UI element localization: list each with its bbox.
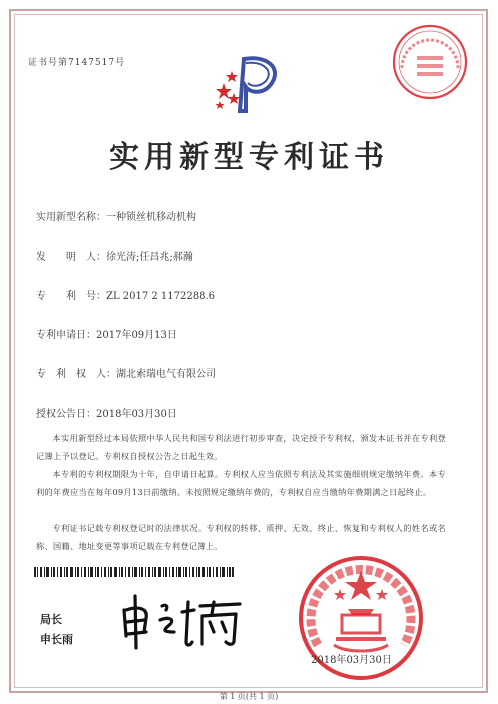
patentee-field xyxy=(36,365,216,380)
field-value: 一种锁丝机移动机构 xyxy=(106,212,196,223)
field-value: 徐光涛;任昌兆;郝瀚 xyxy=(106,252,193,263)
field-value: 2017年09月13日 xyxy=(96,330,177,341)
grant-date: 2018年03月30日 xyxy=(311,655,392,666)
document-title: 实用新型专利证书 xyxy=(109,140,389,175)
application-date-field xyxy=(36,326,177,341)
field-value: 湖北索瑞电气有限公司 xyxy=(116,369,216,380)
page-footer: 第 1 页(共 1 页) xyxy=(219,692,279,701)
patent-number-field xyxy=(36,287,215,302)
body-paragraph: 专利证书记载专利权登记时的法律状况。专利权的转移、质押、无效、终止、恢复和专利权人的姓名或名称、国籍、地址变更等事项记载在专利登记簿上。 xyxy=(36,523,446,551)
utility-model-name-field xyxy=(36,208,196,223)
barcode-icon xyxy=(34,567,234,577)
field-label: 专 利 权 人： xyxy=(36,369,116,380)
certificate-number: 证书号第7147517号 xyxy=(28,58,126,68)
director-name: 申长雨 xyxy=(40,633,73,646)
director-signature-icon xyxy=(118,592,248,650)
field-value: ZL 2017 2 1172288.6 xyxy=(106,291,216,302)
examination-center-stamp-icon xyxy=(390,22,470,102)
body-paragraph: 本实用新型经过本局依照中华人民共和国专利法进行初步审查，决定授予专利权，颁发本证书并在专利登记簿上予以登记。专利权自授权公告之日起生效。 xyxy=(36,433,446,461)
announcement-date-field xyxy=(36,405,177,420)
field-label: 发 明 人： xyxy=(36,252,106,263)
field-value: 2018年03月30日 xyxy=(96,409,177,420)
inventor-field xyxy=(36,248,193,263)
field-label: 专 利 号： xyxy=(36,291,106,302)
field-label: 实用新型名称： xyxy=(36,212,106,223)
field-label: 授权公告日： xyxy=(36,409,96,420)
field-label: 专利申请日： xyxy=(36,330,96,341)
director-title: 局长 xyxy=(40,613,62,626)
body-paragraph: 本专利的专利权期限为十年，自申请日起算。专利权人应当依照专利法及其实施细则规定缴纳年费。本专利的年费应当在每年09月13日前缴纳。未按照规定缴纳年费的，专利权自应当缴纳年费期满之日起终止。 xyxy=(36,469,446,497)
patent-office-logo-icon xyxy=(210,53,290,115)
